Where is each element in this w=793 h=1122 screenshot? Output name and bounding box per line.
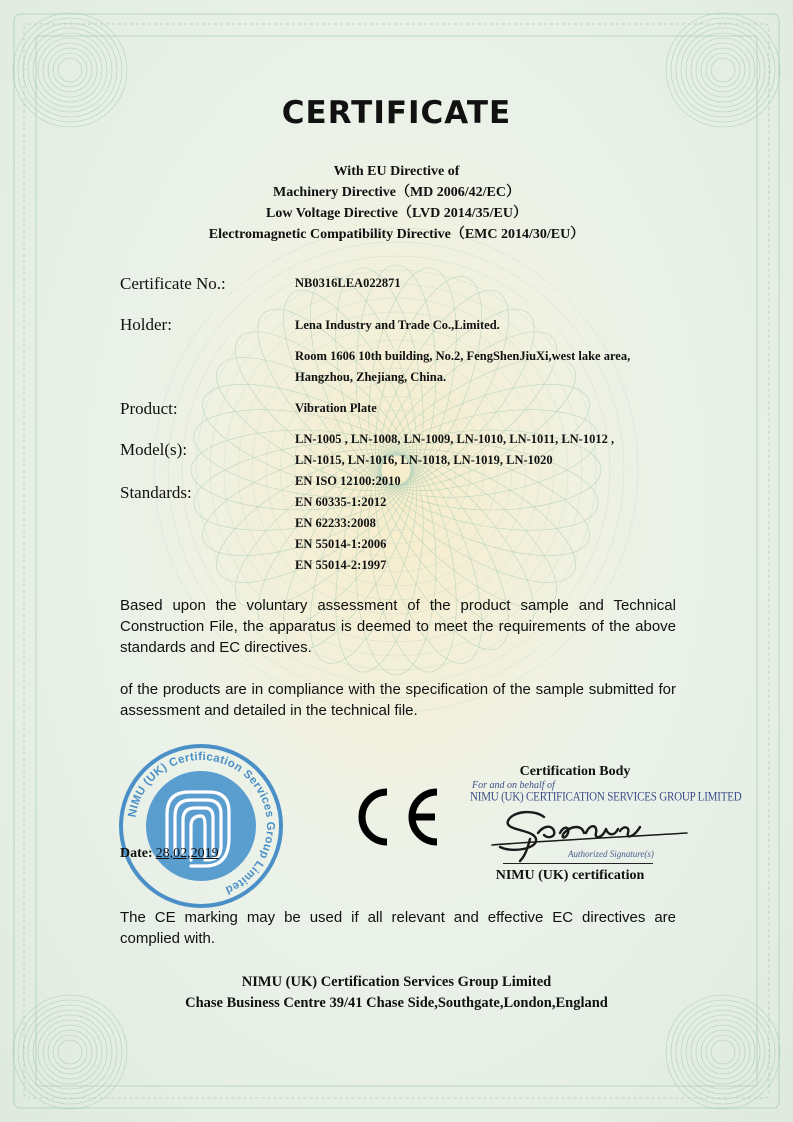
seal-text: NIMU (UK) Certification Services Group Limited (126, 750, 277, 897)
holder-label: Holder: (120, 315, 172, 334)
certification-seal (117, 742, 285, 910)
authorized-signature-caption: Authorized Signature(s) (568, 849, 654, 859)
standard-item: EN 55014-2:1997 (295, 558, 387, 572)
certificate-title: CERTIFICATE (281, 95, 512, 131)
date-field (120, 846, 219, 862)
certificate-no-value: NB0316LEA022871 (295, 276, 401, 290)
ce-mark (349, 787, 444, 847)
holder-name: Lena Industry and Trade Co.,Limited. (295, 318, 500, 332)
footer (0, 972, 793, 1014)
assessment-statement: Based upon the voluntary assessment of the product sample and Technical Construction File, the apparatus is deemed to meet the requirements of the above standards and EC directives. (120, 597, 676, 656)
holder-address-line1: Room 1606 10th building, No.2, FengShenJiuXi,west lake area, (295, 349, 631, 363)
date-value: 28,02,2019 (155, 846, 219, 861)
standards-list (295, 471, 401, 576)
compliance-statement: of the products are in compliance with the specification of the sample submitted for assessment and detailed in the technical file. (120, 681, 676, 719)
holder-address-line2: Hangzhou, Zhejiang, China. (295, 370, 447, 384)
directive-machinery: Machinery Directive（MD 2006/42/EC） (272, 185, 521, 200)
product-value: Vibration Plate (295, 401, 377, 415)
ce-marking-statement: The CE marking may be used if all relevant and effective EC directives are complied with. (120, 909, 676, 947)
date-label: Date: (120, 846, 153, 861)
certificate-no-label: Certificate No.: (120, 274, 226, 293)
standard-item: EN ISO 12100:2010 (295, 474, 401, 488)
directive-low-voltage: Low Voltage Directive（LVD 2014/35/EU） (266, 206, 527, 221)
for-behalf-text: For and on behalf of (472, 780, 555, 791)
directive-emc: Electromagnetic Compatibility Directive（EMC 2014/30/EU） (208, 227, 585, 242)
standards-label: Standards: (120, 483, 192, 502)
models-line1: LN-1005 , LN-1008, LN-1009, LN-1010, LN-1011, LN-1012 , (295, 432, 615, 446)
certification-body-name: NIMU (UK) certification (495, 868, 645, 883)
directives-block (0, 161, 793, 245)
signature-line (503, 863, 653, 864)
footer-address: Chase Business Centre 39/41 Chase Side,Southgate,London,England (185, 995, 608, 1011)
certification-body-title: Certification Body (519, 764, 631, 779)
standard-item: EN 55014-1:2006 (295, 537, 387, 551)
models-line2: LN-1015, LN-1016, LN-1018, LN-1019, LN-1020 (295, 453, 553, 467)
standard-item: EN 60335-1:2012 (295, 495, 387, 509)
behalf-org-text: NIMU (UK) CERTIFICATION SERVICES GROUP LIMITED (470, 790, 742, 804)
product-label: Product: (120, 399, 178, 418)
standard-item: EN 62233:2008 (295, 516, 376, 530)
footer-org: NIMU (UK) Certification Services Group Limited (241, 974, 552, 990)
directive-intro: With EU Directive of (333, 164, 460, 179)
models-label: Model(s): (120, 440, 188, 459)
